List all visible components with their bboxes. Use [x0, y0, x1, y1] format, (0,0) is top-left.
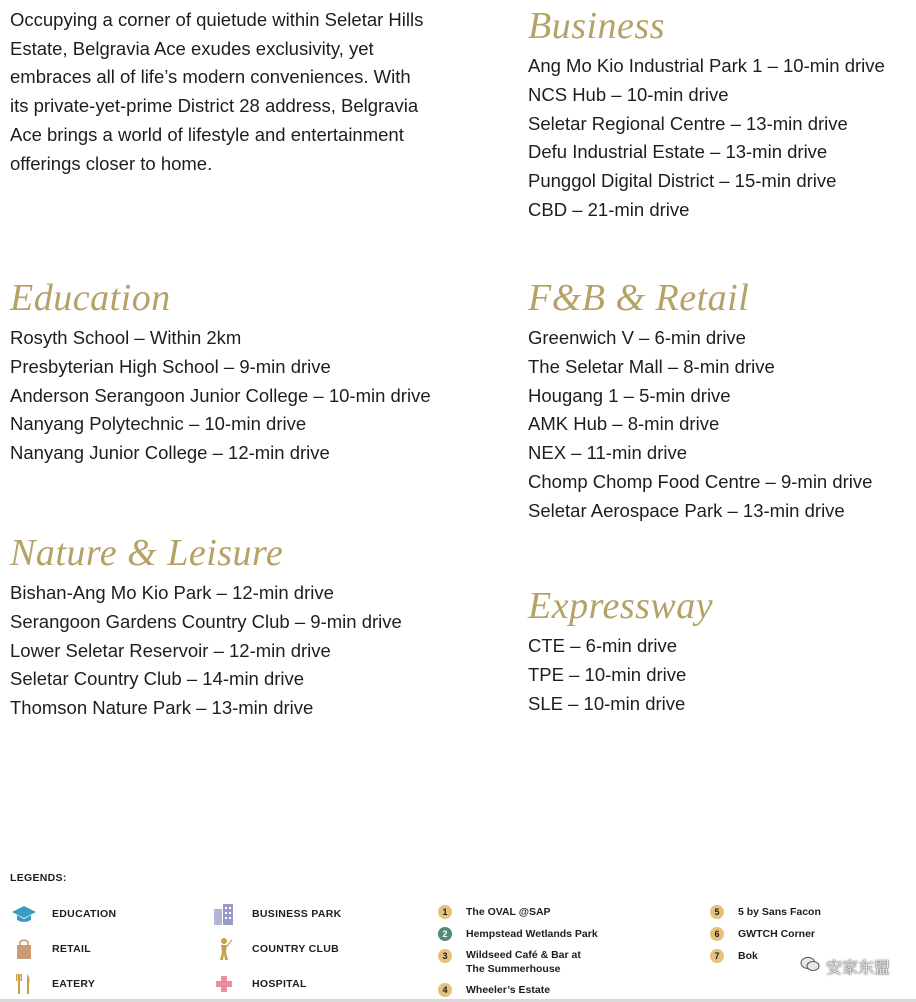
list-item: Greenwich V – 6-min drive	[528, 327, 746, 348]
list-item: Serangoon Gardens Country Club – 9-min drive	[10, 610, 402, 632]
list-item: CTE – 6-min drive	[528, 635, 678, 656]
place-name: Wildseed Café & Bar at	[466, 949, 581, 961]
list-item: TPE – 10-min drive	[528, 663, 687, 685]
legend-label: HOSPITAL	[252, 978, 307, 990]
legend-label: BUSINESS PARK	[252, 908, 342, 920]
place-name: The OVAL @SAP	[466, 906, 551, 918]
place-number-badge: 3	[438, 949, 452, 963]
list-item: Ang Mo Kio Industrial Park 1 – 10-min drive	[528, 55, 885, 76]
list-item: Lower Seletar Reservoir – 12-min drive	[10, 639, 331, 661]
legend-education	[10, 902, 116, 926]
list-item: Seletar Aerospace Park – 13-min drive	[528, 499, 845, 521]
wechat-icon	[800, 956, 820, 977]
place-number-badge: 2	[438, 927, 452, 941]
place-name: Hempstead Wetlands Park	[466, 928, 598, 940]
fork-knife-icon	[10, 972, 38, 996]
legend-label: EDUCATION	[52, 908, 117, 920]
list-item: Punggol Digital District – 15-min drive	[528, 170, 837, 192]
list-item: AMK Hub – 8-min drive	[528, 413, 720, 435]
legend-title: LEGENDS:	[10, 872, 67, 884]
place-number-badge: 5	[710, 905, 724, 919]
shopping-bag-icon	[10, 937, 38, 961]
business-title: Business	[528, 5, 665, 47]
list-item: NEX – 11-min drive	[528, 442, 688, 464]
education-section	[10, 276, 431, 468]
list-item: SLE – 10-min drive	[528, 692, 686, 714]
cross-icon	[210, 972, 238, 996]
list-item: Defu Industrial Estate – 13-min drive	[528, 141, 828, 163]
legend-eatery	[10, 972, 95, 996]
education-title: Education	[10, 277, 171, 319]
list-item: Hougang 1 – 5-min drive	[528, 384, 731, 406]
place-number-badge: 1	[438, 905, 452, 919]
intro-paragraph: Occupying a corner of quietude within Seletar Hills Estate, Belgravia Ace exudes exclusivity, yet embraces all of life’s modern conveniences. With its private-yet-prime District 28 address, Belgravia Ace brings a world of lifestyle and entertainment offerings closer to home.	[10, 9, 424, 174]
list-item: The Seletar Mall – 8-min drive	[528, 355, 775, 377]
golfer-icon	[210, 937, 238, 961]
nature-leisure-section	[10, 531, 402, 723]
list-item: Chomp Chomp Food Centre – 9-min drive	[528, 470, 873, 492]
list-item: Anderson Serangoon Junior College – 10-min drive	[10, 384, 431, 406]
place-number-badge: 6	[710, 927, 724, 941]
place-name: GWTCH Corner	[738, 928, 815, 940]
expressway-section	[528, 584, 713, 718]
watermark	[800, 955, 890, 978]
list-item: Seletar Country Club – 14-min drive	[10, 668, 305, 690]
list-item: Seletar Regional Centre – 13-min drive	[528, 112, 848, 134]
business-section	[528, 4, 885, 225]
list-item: Thomson Nature Park – 13-min drive	[10, 697, 314, 719]
list-item: Presbyterian High School – 9-min drive	[10, 355, 331, 377]
place-name: Bok	[738, 950, 758, 962]
fnb-retail-section	[528, 276, 872, 526]
list-item: Bishan-Ang Mo Kio Park – 12-min drive	[10, 582, 334, 603]
legend-label: RETAIL	[52, 943, 91, 955]
list-item: Nanyang Junior College – 12-min drive	[10, 442, 330, 464]
nature-leisure-title: Nature & Leisure	[10, 532, 284, 574]
place-name-line2: The Summerhouse	[466, 963, 561, 975]
legend-label: COUNTRY CLUB	[252, 943, 340, 955]
place-number-badge: 4	[438, 983, 452, 997]
graduation-cap-icon	[10, 902, 38, 926]
building-icon	[210, 902, 238, 926]
legend-label: EATERY	[52, 978, 96, 990]
legend-hospital	[210, 972, 307, 996]
place-name: Wheeler’s Estate	[466, 984, 551, 996]
watermark-text: 安家东盟	[825, 960, 890, 977]
expressway-title: Expressway	[528, 585, 714, 627]
place-number-badge: 7	[710, 949, 724, 963]
list-item: CBD – 21-min drive	[528, 198, 690, 220]
list-item: Nanyang Polytechnic – 10-min drive	[10, 413, 307, 435]
legend	[10, 872, 910, 1000]
legend-business-park	[210, 902, 341, 926]
place-name: 5 by Sans Facon	[738, 906, 821, 918]
list-item: NCS Hub – 10-min drive	[528, 83, 729, 105]
legend-country-club	[210, 937, 339, 961]
list-item: Rosyth School – Within 2km	[10, 327, 242, 348]
legend-retail	[10, 937, 91, 961]
fnb-retail-title: F&B & Retail	[528, 277, 750, 319]
